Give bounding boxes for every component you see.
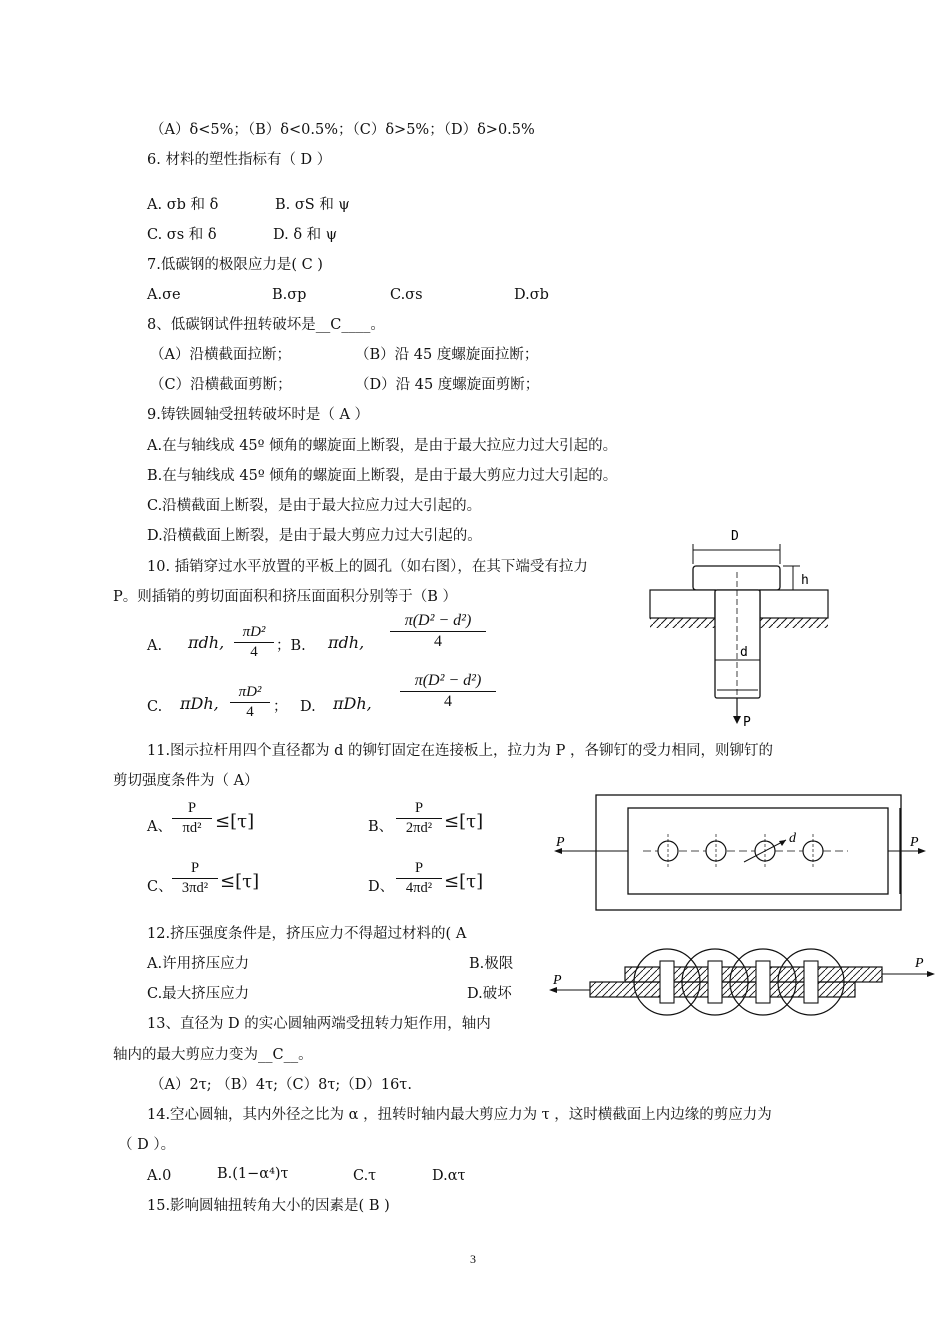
- q11-a-rel: ≤[τ]: [215, 811, 255, 832]
- q10-b-term: πdh,: [328, 633, 365, 652]
- q10-d-num: π(D² − d²): [400, 672, 496, 692]
- q11-a-label: A、: [147, 819, 172, 835]
- q11-c-rel: ≤[τ]: [220, 871, 260, 892]
- label-P-right: P: [910, 835, 919, 850]
- q7-stem: 7.低碳钢的极限应力是( C ): [147, 257, 323, 273]
- q12-option-c: C.最大挤压应力: [147, 986, 250, 1002]
- label-P-left: P: [556, 835, 565, 850]
- q12-option-b: B.极限: [469, 956, 514, 972]
- q10-a-frac: [234, 624, 274, 661]
- q9-option-c: C.沿横截面上断裂，是由于最大拉应力过大引起的。: [147, 498, 482, 514]
- q10-b-den: 4: [434, 633, 442, 650]
- plate-hatch-right: [760, 618, 828, 628]
- rivet-plate-figure: [548, 790, 928, 915]
- q11-b-den: 2πd²: [405, 820, 433, 836]
- q14-option-a: A.0: [147, 1168, 172, 1184]
- q7-option-d: D.σb: [514, 287, 549, 303]
- q11-stem: 11.图示拉杆用四个直径都为 d 的铆钉固定在连接板上，拉力为 P ，各铆钉的受力相同，则铆钉的: [147, 743, 774, 759]
- q10-c-label: C.: [147, 699, 163, 715]
- q9-option-b: B.在与轴线成 45º 倾角的螺旋面上断裂，是由于最大剪应力过大引起的。: [147, 468, 618, 484]
- q8-stem: 8、低碳钢试件扭转破坏是__C____。: [147, 317, 385, 333]
- q14-option-b: B.(1−α⁴)τ: [217, 1166, 289, 1182]
- q13-stem: 13、直径为 D 的实心圆轴两端受扭转力矩作用，轴内: [147, 1016, 491, 1032]
- q10-d-frac: [400, 672, 496, 711]
- q7-option-c: C.σs: [390, 287, 423, 303]
- q10-c-num: πD²: [230, 684, 270, 703]
- pin-shank: [715, 590, 760, 698]
- q10-d-den: 4: [444, 693, 452, 710]
- q11-d-label: D、: [368, 879, 395, 895]
- q10-stem-cont: P。则插销的剪切面面积和挤压面面积分别等于（B ）: [113, 589, 458, 605]
- q11-c-num: P: [172, 860, 218, 879]
- q9-option-d: D.沿横截面上断裂，是由于最大剪应力过大引起的。: [147, 528, 482, 544]
- q13-options: （A）2τ; （B）4τ;（C）8τ;（D）16τ.: [150, 1077, 412, 1093]
- q8-option-d: （D）沿 45 度螺旋面剪断；: [355, 377, 540, 393]
- q11-d-frac: [396, 860, 442, 897]
- q11-b-label: B、: [368, 819, 394, 835]
- q10-a-label: A.: [147, 638, 163, 654]
- q6-option-c: C. σs 和 δ: [147, 227, 217, 243]
- q11-b-rel: ≤[τ]: [444, 811, 484, 832]
- q9-stem: 9.铸铁圆轴受扭转破坏时是（ A ）: [147, 407, 370, 423]
- label-d: d: [740, 645, 748, 660]
- q10-c-frac: [230, 684, 270, 721]
- q8-option-a: （A）沿横截面拉断；: [150, 347, 291, 363]
- q14-stem-cont: （ D ）。: [118, 1137, 176, 1153]
- q10-c-sep: ；: [273, 699, 288, 715]
- q5-options: （A）δ<5%；（B）δ<0.5%；（C）δ>5%；（D）δ>0.5%: [150, 122, 535, 138]
- q11-d-num: P: [396, 860, 442, 879]
- q6-option-a: A. σb 和 δ: [147, 197, 219, 213]
- q14-stem: 14.空心圆轴，其内外径之比为 α ，扭转时轴内最大剪应力为 τ ，这时横截面上内边缘的剪应力为: [147, 1107, 772, 1123]
- q11-d-rel: ≤[τ]: [444, 871, 484, 892]
- q8-option-c: （C）沿横截面剪断；: [150, 377, 292, 393]
- label-d-rivet: d: [789, 831, 796, 846]
- q8-option-b: （B）沿 45 度螺旋面拉断；: [355, 347, 539, 363]
- plate-right: [760, 590, 828, 618]
- label-h: h: [801, 573, 809, 588]
- label-D: D: [731, 529, 739, 544]
- q7-option-b: B.σp: [272, 287, 307, 303]
- q10-a-sep: ；B.: [276, 638, 306, 654]
- q13-stem-cont: 轴内的最大剪应力变为__C__。: [113, 1047, 313, 1063]
- q11-b-frac: [396, 800, 442, 837]
- q10-a-term: πdh,: [188, 633, 225, 652]
- q11-a-frac: [172, 800, 212, 837]
- q6-option-b: B. σS 和 ψ: [275, 197, 350, 213]
- q11-stem-cont: 剪切强度条件为（ A）: [113, 773, 259, 789]
- q14-option-c: C.τ: [353, 1168, 377, 1184]
- pin-figure: [645, 520, 835, 730]
- section-label-P-left: P: [553, 973, 562, 988]
- q10-c-den: 4: [246, 704, 254, 720]
- q11-a-den: πd²: [182, 820, 202, 836]
- q10-b-num: π(D² − d²): [390, 612, 486, 632]
- pin-head: [693, 566, 780, 590]
- q10-c-term: πDh,: [180, 694, 219, 713]
- q10-d-term: πDh,: [333, 694, 372, 713]
- q11-c-label: C、: [147, 879, 173, 895]
- q12-stem: 12.挤压强度条件是，挤压应力不得超过材料的( A: [147, 926, 467, 942]
- right-arrow-icon: [918, 848, 926, 854]
- force-arrow-icon: [733, 716, 741, 724]
- q14-option-d: D.ατ: [432, 1168, 466, 1184]
- q12-option-d: D.破坏: [467, 986, 512, 1002]
- q11-d-den: 4πd²: [405, 880, 433, 896]
- q6-option-d: D. δ 和 ψ: [273, 227, 338, 243]
- q10-b-frac: [390, 612, 486, 651]
- q6-stem: 6. 材料的塑性指标有（ D ）: [147, 152, 332, 168]
- q10-d-label: D.: [300, 699, 316, 715]
- q11-c-frac: [172, 860, 218, 897]
- q12-option-a: A.许用挤压应力: [147, 956, 250, 972]
- plate-left: [650, 590, 715, 618]
- section-right-arrow-icon: [927, 971, 935, 977]
- q10-stem: 10. 插销穿过水平放置的平板上的圆孔（如右图），在其下端受有拉力: [147, 559, 588, 575]
- q11-a-num: P: [172, 800, 212, 819]
- q11-c-den: 3πd²: [181, 880, 209, 896]
- page-number: 3: [470, 1252, 476, 1266]
- rivet-section-figure: [545, 935, 940, 1020]
- q10-a-den: 4: [250, 644, 258, 660]
- q9-option-a: A.在与轴线成 45º 倾角的螺旋面上断裂，是由于最大拉应力过大引起的。: [147, 438, 618, 454]
- plate-hatch-left: [650, 618, 715, 628]
- q7-option-a: A.σe: [147, 287, 181, 303]
- q10-a-num: πD²: [234, 624, 274, 643]
- section-label-P-right: P: [915, 956, 924, 971]
- label-P: P: [743, 715, 751, 730]
- q11-b-num: P: [396, 800, 442, 819]
- q15-stem: 15.影响圆轴扭转角大小的因素是( B ): [147, 1198, 390, 1214]
